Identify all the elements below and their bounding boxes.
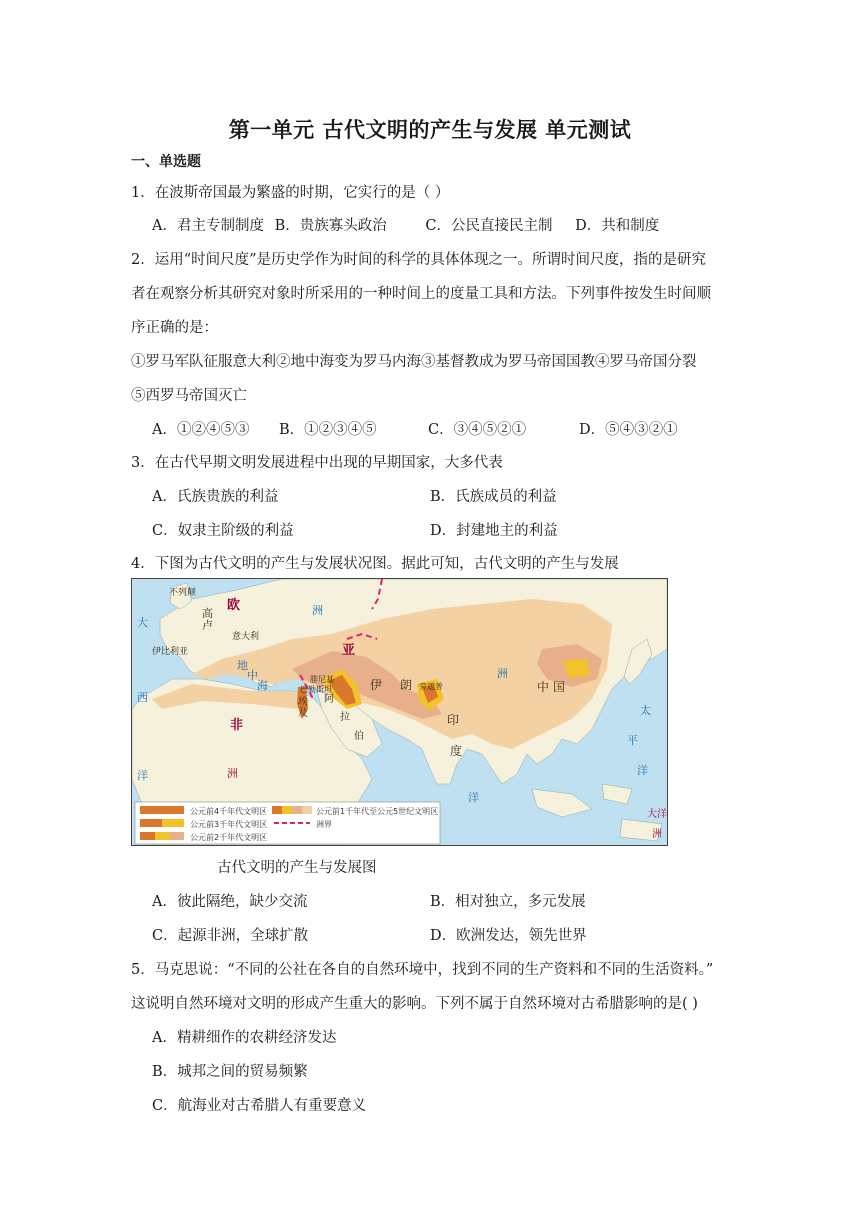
question-4-stem: 4．下图为古代文明的产生与发展状况图。据此可知，古代文明的产生与发展: [131, 556, 619, 572]
map-label-hai: 海: [257, 679, 268, 692]
map-label-pac1: 太: [640, 704, 651, 717]
q3-option-b[interactable]: B．氏族成员的利益: [430, 489, 557, 505]
legend-swatch-2k-b: [155, 832, 170, 840]
legend-swatch-2k-c: [170, 832, 184, 840]
question-2-stem-line2: 者在观察分析其研究对象时所采用的一种时间上的度量工具和方法。下列事件按发生时间顺: [131, 286, 711, 302]
legend-label-2k: 公元前2千年代文明区: [190, 833, 268, 842]
map-label-china: 中 国: [537, 680, 565, 694]
q1-option-b[interactable]: B．贵族寡头政治: [274, 218, 387, 234]
legend-swatch-1k-c: [292, 806, 302, 814]
map-label-italy: 意大利: [232, 632, 260, 642]
map-label-eu1: 欧: [227, 598, 241, 613]
legend-swatch-3k-b: [162, 819, 184, 827]
map-label-egypt2: 及: [298, 708, 308, 719]
map-label-eu2: 洲: [312, 604, 323, 617]
map-label-asia-zhou: 洲: [497, 667, 508, 680]
q3-option-d[interactable]: D．封建地主的利益: [430, 523, 558, 539]
q4-option-b[interactable]: B．相对独立，多元发展: [430, 894, 586, 910]
map-label-gaul1: 高: [202, 607, 213, 620]
legend-label-3k: 公元前3千年代文明区: [190, 820, 268, 829]
q5-option-a[interactable]: A．精耕细作的农耕经济发达: [152, 1030, 337, 1046]
q2-option-b[interactable]: B．①②③④⑤: [279, 422, 377, 438]
q3-option-c[interactable]: C．奴隶主阶级的利益: [152, 523, 294, 539]
map-label-arabia1: 阿: [324, 694, 334, 705]
map-label-arabia2: 拉: [340, 712, 350, 723]
map-label-oceania2: 洲: [652, 829, 662, 840]
legend-swatch-1k-b: [282, 806, 292, 814]
question-1-options: [152, 214, 659, 235]
q1-option-a[interactable]: A．君主专制制度: [152, 218, 264, 234]
q4-option-c[interactable]: C．起源非洲，全球扩散: [152, 928, 309, 944]
map-label-oceania1: 大洋: [647, 809, 667, 820]
map-label-xi: 西: [137, 691, 148, 704]
map-label-gaul2: 卢: [202, 619, 213, 632]
map-label-fei: 非: [230, 718, 244, 733]
map-label-india2: 度: [450, 744, 463, 758]
legend-swatch-1k-d: [302, 806, 312, 814]
legend-swatch-2k-a: [140, 832, 155, 840]
legend-swatch-4k: [140, 806, 184, 814]
map-label-arabia3: 伯: [354, 731, 364, 742]
question-2-stem-line3: 序正确的是：: [131, 320, 218, 336]
legend-swatch-3k-a: [140, 819, 162, 827]
question-5-stem-line1: 5．马克思说：“不同的公社在各自的自然环境中，找到不同的生产资料和不同的生活资料。”: [131, 962, 714, 978]
page-title: 第一单元 古代文明的产生与发展 单元测试: [228, 118, 632, 142]
question-1-stem: 1．在波斯帝国最为繁盛的时期，它实行的是（ ）: [131, 185, 450, 201]
question-2-events-line2: ⑤西罗马帝国灭亡: [131, 388, 247, 404]
map-label-iran1: 伊: [370, 678, 383, 692]
map-label-britain: 不列颠: [169, 588, 197, 598]
q3-option-a[interactable]: A．氏族贵族的利益: [152, 489, 279, 505]
q1-option-c[interactable]: C．公民直接民主制: [425, 218, 553, 234]
q1-option-d[interactable]: D．共和制度: [575, 218, 660, 234]
map-label-india1: 印: [447, 713, 460, 727]
ancient-civilization-map: [131, 578, 668, 846]
map-label-da: 大: [137, 616, 148, 629]
q5-option-b[interactable]: B．城邦之间的贸易频繁: [152, 1064, 308, 1080]
q4-option-d[interactable]: D．欧洲发达，领先世界: [430, 928, 587, 944]
map-legend: [135, 802, 440, 844]
legend-swatch-1k-a: [272, 806, 282, 814]
map-label-indian-ocean: 洋: [468, 791, 479, 804]
map-label-di: 地: [237, 659, 248, 672]
question-2-stem-line1: 2．运用“时间尺度”是历史学作为时间的科学的具体体现之一。所谓时间尺度，指的是研究: [131, 252, 707, 268]
question-5-stem-line2: 这说明自然环境对文明的形成产生重大的影响。下列不属于自然环境对古希腊影响的是( ): [131, 996, 698, 1012]
section-heading: 一、单选题: [131, 154, 201, 170]
map-label-yang: 洋: [137, 769, 148, 782]
map-label-pac2: 平: [627, 734, 638, 747]
map-label-iberia: 伊比利亚: [152, 647, 189, 657]
map-label-palestine: 巴勒斯坦: [300, 685, 332, 694]
question-3-stem: 3．在古代早期文明发展进程中出现的早期国家，大多代表: [131, 455, 503, 471]
q2-option-a[interactable]: A．①②④⑤③: [152, 422, 250, 438]
q2-option-c[interactable]: C．③④⑤②①: [428, 422, 527, 438]
legend-label-boundary: 洲界: [316, 820, 332, 829]
q2-option-d[interactable]: D．⑤④③②①: [579, 422, 678, 438]
map-graphic: [132, 579, 667, 845]
map-label-pac3: 洋: [637, 764, 648, 777]
map-label-levant: 腓尼基: [310, 675, 334, 684]
map-label-zhong: 中: [247, 669, 258, 682]
map-label-iran2: 朗: [400, 678, 413, 692]
q4-option-a[interactable]: A．彼此隔绝，缺少交流: [152, 894, 308, 910]
legend-label-4k: 公元前4千年代文明区: [190, 807, 268, 816]
map-label-africa-zhou: 洲: [227, 767, 238, 780]
question-2-events-line1: ①罗马军队征服意大利②地中海变为罗马内海③基督教成为罗马帝国国教④罗马帝国分裂: [131, 354, 697, 370]
legend-label-1k: 公元前1千年代至公元5世纪文明区: [316, 807, 439, 816]
map-caption: 古代文明的产生与发展图: [217, 860, 377, 876]
map-label-ya: 亚: [342, 643, 356, 658]
map-label-indus: 旁遮普: [419, 682, 443, 691]
q5-option-c[interactable]: C．航海业对古希腊人有重要意义: [152, 1098, 367, 1114]
map-label-egypt1: 埃: [298, 697, 308, 708]
